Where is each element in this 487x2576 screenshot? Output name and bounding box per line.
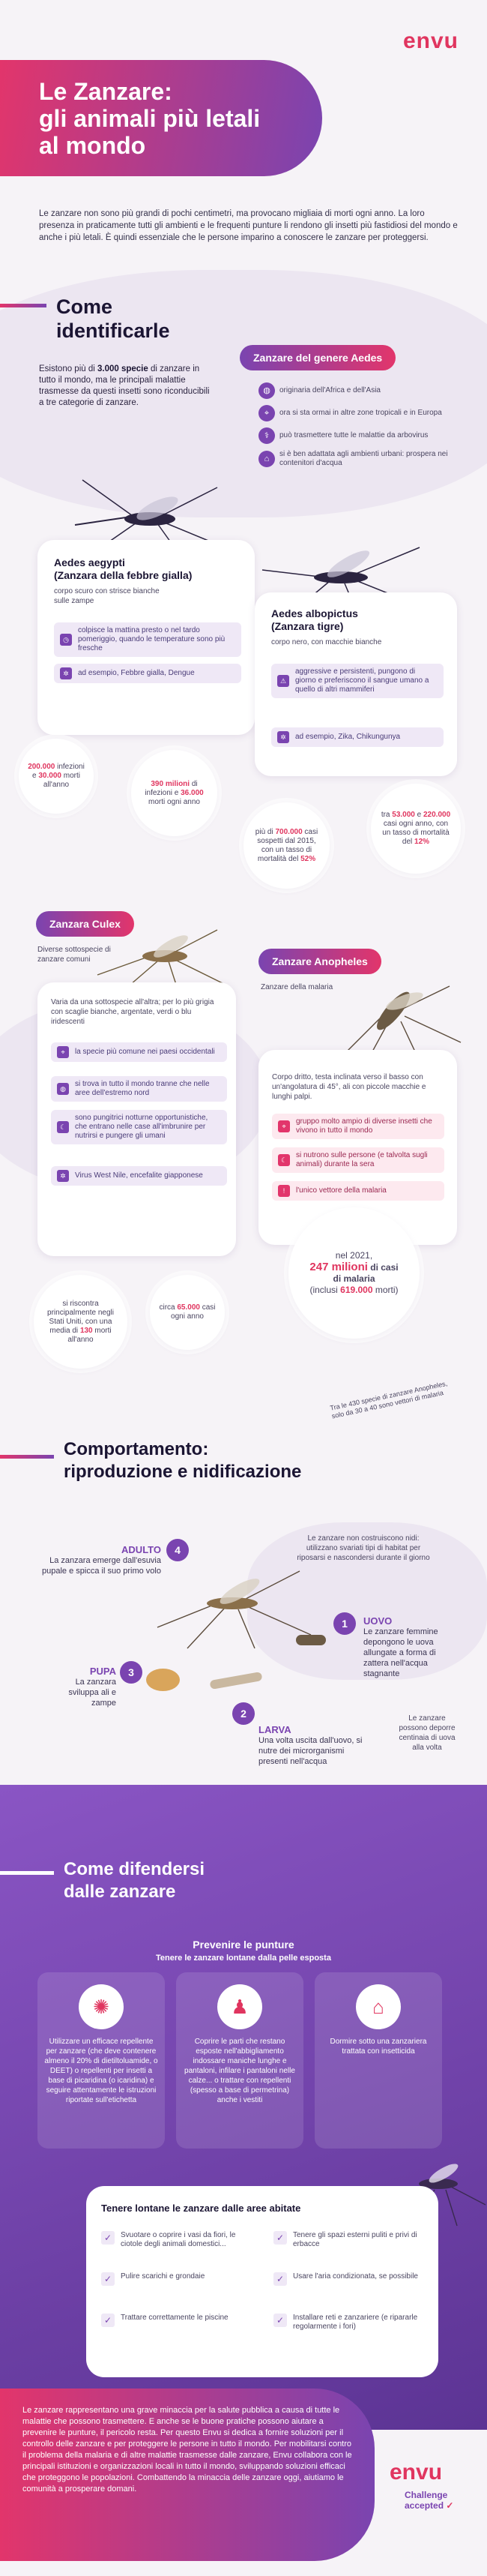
section-bar xyxy=(0,1455,54,1459)
check-icon: ✓ xyxy=(273,2314,287,2327)
stage-4-number: 4 xyxy=(166,1539,189,1561)
virus-icon: ✲ xyxy=(277,731,289,743)
keep-away-item xyxy=(273,2272,431,2286)
clock-icon: ◷ xyxy=(60,634,72,646)
stage-3-number: 3 xyxy=(120,1661,142,1684)
shirt-icon: ♟ xyxy=(217,1984,262,2029)
envu-logo: envu xyxy=(402,28,459,53)
aegypti-name: Aedes aegypti (Zanzara della febbre gialla) xyxy=(54,556,193,581)
aegypti-desc: corpo scuro con strisce bianche sulle zampe xyxy=(54,587,160,605)
behavior-note-eggs: Le zanzare possono deporre centinaia di uova alla volta xyxy=(399,1714,456,1752)
prevent-subtitle: Tenere le zanzare lontane dalla pelle esposta xyxy=(156,1954,331,1963)
defend-title: Come difendersi dalle zanzare xyxy=(64,1859,205,1902)
anopheles-bullet-1: ⌖ gruppo molto ampio di diverse insetti che vivono in tutto il mondo xyxy=(272,1114,444,1139)
bite-icon: ⚠ xyxy=(277,675,289,687)
culex-sub: Diverse sottospecie di zanzare comuni xyxy=(37,946,111,964)
stage-2-number: 2 xyxy=(232,1702,255,1725)
prevent-box-text: Utilizzare un efficace repellente per zanzare (che deve contenere almeno il 20% di dietiltoluamide, o DEET) o repellenti per insetti a base di picaridina (o icaridina) e seguire attentamente le istruzioni riportate sull'etichetta xyxy=(44,2038,158,2104)
stage-larva: LARVA Una volta uscita dall'uovo, si nutre dei microrganismi presenti nell'acqua xyxy=(258,1724,363,1766)
footer-banner xyxy=(0,2389,375,2561)
stage-pupa: PUPA La zanzara sviluppa ali e zampe xyxy=(68,1666,116,1708)
moon-icon: ☾ xyxy=(57,1121,69,1133)
culex-desc: Varia da una sottospecie all'altra; per lo più grigia con scaglie bianche, argentate, verdi o blu iridescenti xyxy=(51,998,214,1026)
location-icon: ⌖ xyxy=(57,1046,69,1058)
check-icon: ✓ xyxy=(101,2231,115,2245)
globe-icon: ◍ xyxy=(57,1083,69,1095)
aegypti-bullet-time: ◷ colpisce la mattina presto o nel tardo pomeriggio, quando le temperature sono più fresche xyxy=(54,622,241,657)
aegypti-stat-1: 200.000 infezioni e 30.000 morti all'anno xyxy=(19,739,94,814)
aedes-fact-text: può trasmettere tutte le malattie da arbovirus xyxy=(279,431,429,439)
culex-card xyxy=(37,982,236,1256)
aedes-fact-text: si è ben adattata agli ambienti urbani: prospera nei contenitori d'acqua xyxy=(279,450,448,467)
prevent-title: Prevenire le punture xyxy=(193,1939,294,1951)
anopheles-bullet-2: ☾ si nutrono sulle persone (e talvolta sugli animali) durante la sera xyxy=(272,1147,444,1173)
keep-away-text: Pulire scarichi e grondaie xyxy=(121,2272,205,2281)
behavior-note-nests: Le zanzare non costruiscono nidi: utilizzano svariati tipi di habitat per riposarsi e nascondersi durante il giorno xyxy=(297,1534,430,1562)
aedes-fact xyxy=(258,405,461,421)
culex-bullet-1: ⌖ la specie più comune nei paesi occidentali xyxy=(51,1042,227,1062)
dna-icon: ⚕ xyxy=(258,427,275,444)
aegypti-card xyxy=(37,540,255,735)
section-bar xyxy=(0,304,46,307)
keep-away-item xyxy=(101,2272,258,2286)
albopictus-stat-1: più di 700.000 casi sospetti dal 2015, con un tasso di mortalità del 52% xyxy=(244,802,330,889)
keep-away-item xyxy=(101,2231,258,2249)
prevent-box xyxy=(315,1972,442,2149)
check-icon: ✓ xyxy=(273,2231,287,2245)
bed-icon: ⌂ xyxy=(356,1984,401,2029)
anopheles-desc: Corpo dritto, testa inclinata verso il basso con un'angolatura di 45°, ali con piccole macchie e lunghi palpi. xyxy=(272,1073,426,1101)
footer-text: Le zanzare rappresentano una grave minaccia per la salute pubblica a causa di tutte le malattie che possono trasmettere. E anche se le buone pratiche possono aiutare a prevenire le punture, il pericolo resta. Per questo Envu si dedica a fornire soluzioni per il controllo delle zanzare e per proteggere le persone in tutto il mondo. Per mobilitarsi contro il problema della malaria e di altre malattie trasmesse dalle zanzare, Envu collabora con le principali istituzioni e organizzazioni locali in tutto il mondo, sviluppando soluzioni efficaci che proteggono le popolazioni. Combattendo la minaccia delle zanzare oggi, aiutiamo le comunità a prosperare domani. xyxy=(22,2406,352,2494)
check-icon: ✓ xyxy=(101,2314,115,2327)
warning-icon: ! xyxy=(278,1185,290,1197)
prevent-box xyxy=(37,1972,165,2149)
aedes-fact-text: ora si sta ormai in altre zone tropicali e in Europa xyxy=(279,409,442,417)
albopictus-desc: corpo nero, con macchie bianche xyxy=(271,638,382,646)
prevent-box xyxy=(176,1972,303,2149)
prevent-box-text: Dormire sotto una zanzariera trattata con insetticida xyxy=(330,2038,427,2056)
moon-icon: ☾ xyxy=(278,1154,290,1166)
house-icon: ⌂ xyxy=(258,451,275,467)
footer-tagline: Challenge accepted ✓ xyxy=(405,2490,454,2511)
culex-stat-1: si riscontra principalmente negli Stati Uniti, con una media di 130 morti all'anno xyxy=(34,1275,127,1369)
aedes-fact xyxy=(258,450,461,468)
keep-away-text: Tenere gli spazi esterni puliti e privi di erbacce xyxy=(293,2231,417,2248)
check-icon: ✓ xyxy=(273,2272,287,2286)
egg-raft-illustration xyxy=(296,1635,326,1645)
prevent-box-text: Coprire le parti che restano esposte nell'abbigliamento indossare maniche lunghe e pantaloni, infilare i pantaloni nelle calze... o trattare con repellenti (spesso a base di permetrina) anche i vestiti xyxy=(184,2038,295,2104)
aegypti-bullet-diseases: ✲ ad esempio, Febbre gialla, Dengue xyxy=(54,664,241,683)
hero-banner xyxy=(0,60,322,176)
culex-pill: Zanzara Culex xyxy=(36,911,134,937)
albopictus-bullet-behavior: ⚠ aggressive e persistenti, pungono di giorno e preferiscono il sangue umano a quello di altri mammiferi xyxy=(271,664,444,698)
keep-away-item xyxy=(273,2231,431,2249)
identify-title: Come identificarle xyxy=(56,295,170,342)
culex-bullet-4: ✲ Virus West Nile, encefalite giapponese xyxy=(51,1166,227,1186)
adult-mosquito-illustration xyxy=(150,1560,315,1650)
keep-away-text: Trattare correttamente le piscine xyxy=(121,2314,229,2322)
culex-stat-2: circa 65.000 casi ogni anno xyxy=(150,1275,225,1350)
keep-away-title: Tenere lontane le zanzare dalle aree abitate xyxy=(101,2203,301,2214)
larva-illustration xyxy=(209,1672,262,1690)
keep-away-text: Installare reti e zanzariere (e ripararle regolarmente i fori) xyxy=(293,2314,418,2331)
aedes-pill: Zanzare del genere Aedes xyxy=(240,345,396,370)
anopheles-note: Tra le 430 specie di zanzare Anopheles, solo da 30 a 40 sono vettori di malaria xyxy=(329,1379,448,1420)
spray-icon: ✺ xyxy=(79,1984,124,2029)
stage-egg: UOVO Le zanzare femmine depongono le uova allungate a forma di zattera nell'acqua stagnante xyxy=(363,1615,438,1678)
culex-bullet-2: ◍ si trova in tutto il mondo tranne che nelle aree dell'estremo nord xyxy=(51,1076,227,1102)
albopictus-card xyxy=(255,592,457,776)
albopictus-stat-2: tra 53.000 e 220.000 casi ogni anno, con un tasso di mortalità del 12% xyxy=(371,784,461,874)
globe-icon: ◍ xyxy=(258,382,275,399)
stage-adult: ADULTO La zanzara emerge dall'esuvia pupale e spiccа il suo primo volo xyxy=(42,1544,161,1576)
aedes-fact-text: originaria dell'Africa e dell'Asia xyxy=(279,386,381,394)
anopheles-sub: Zanzare della malaria xyxy=(261,983,333,991)
aedes-fact xyxy=(258,427,461,444)
check-icon: ✓ xyxy=(101,2272,115,2286)
virus-icon: ✲ xyxy=(57,1170,69,1182)
keep-away-text: Usare l'aria condizionata, se possibile xyxy=(293,2272,418,2281)
location-icon: ⌖ xyxy=(278,1120,290,1132)
virus-icon: ✲ xyxy=(60,667,72,679)
behavior-title: Comportamento: riproduzione e nidificazione xyxy=(64,1439,302,1482)
albopictus-name: Aedes albopictus (Zanzara tigre) xyxy=(271,607,358,632)
aegypti-stat-2: 390 milioni di infezioni e 36.000 morti ogni anno xyxy=(131,750,217,836)
aedes-fact xyxy=(258,382,461,399)
keep-away-text: Svuotare o coprire i vasi da fiori, le ciotole degli animali domestici... xyxy=(121,2231,236,2248)
page-title: Le Zanzare: gli animali più letali al mondo xyxy=(39,78,261,159)
checkmark-icon: ✓ xyxy=(446,2500,454,2511)
culex-bullet-3: ☾ sono pungitrici notturne opportunistiche, che entrano nelle case all'imbrunire per nutrirsi e pungere gli umani xyxy=(51,1110,227,1144)
footer-logo: envu xyxy=(390,2460,443,2485)
anopheles-bullet-3: ! l'unico vettore della malaria xyxy=(272,1181,444,1201)
keep-away-item xyxy=(273,2314,431,2332)
intro-text: Le zanzare non sono più grandi di pochi centimetri, ma provocano migliaia di morti ogni anno. La loro presenza in praticamente tutti gli ambienti e le frequenti punture li rendono gli insetti più fastidiosi del mondo e anche i più letali. È quindi essenziale che le persone imparino a conoscere le zanzare per proteggersi. xyxy=(39,209,458,242)
stage-1-number: 1 xyxy=(333,1612,356,1635)
keep-away-item xyxy=(101,2314,258,2327)
albopictus-bullet-diseases: ✲ ad esempio, Zika, Chikungunya xyxy=(271,727,444,747)
anopheles-pill: Zanzare Anopheles xyxy=(258,949,381,974)
section-bar xyxy=(0,1871,54,1875)
identify-lead: Esistono più di 3.000 specie di zanzare in tutto il mondo, ma le principali malattie trasmesse da questi insetti sono riconducibili a tre categorie di zanzare. xyxy=(39,364,210,407)
map-icon: ⌖ xyxy=(258,405,275,421)
keep-away-card xyxy=(86,2186,438,2377)
pupa-illustration xyxy=(146,1669,180,1691)
anopheles-stat: nel 2021, 247 milioni di casi di malaria (inclusi 619.000 morti) xyxy=(288,1207,420,1339)
